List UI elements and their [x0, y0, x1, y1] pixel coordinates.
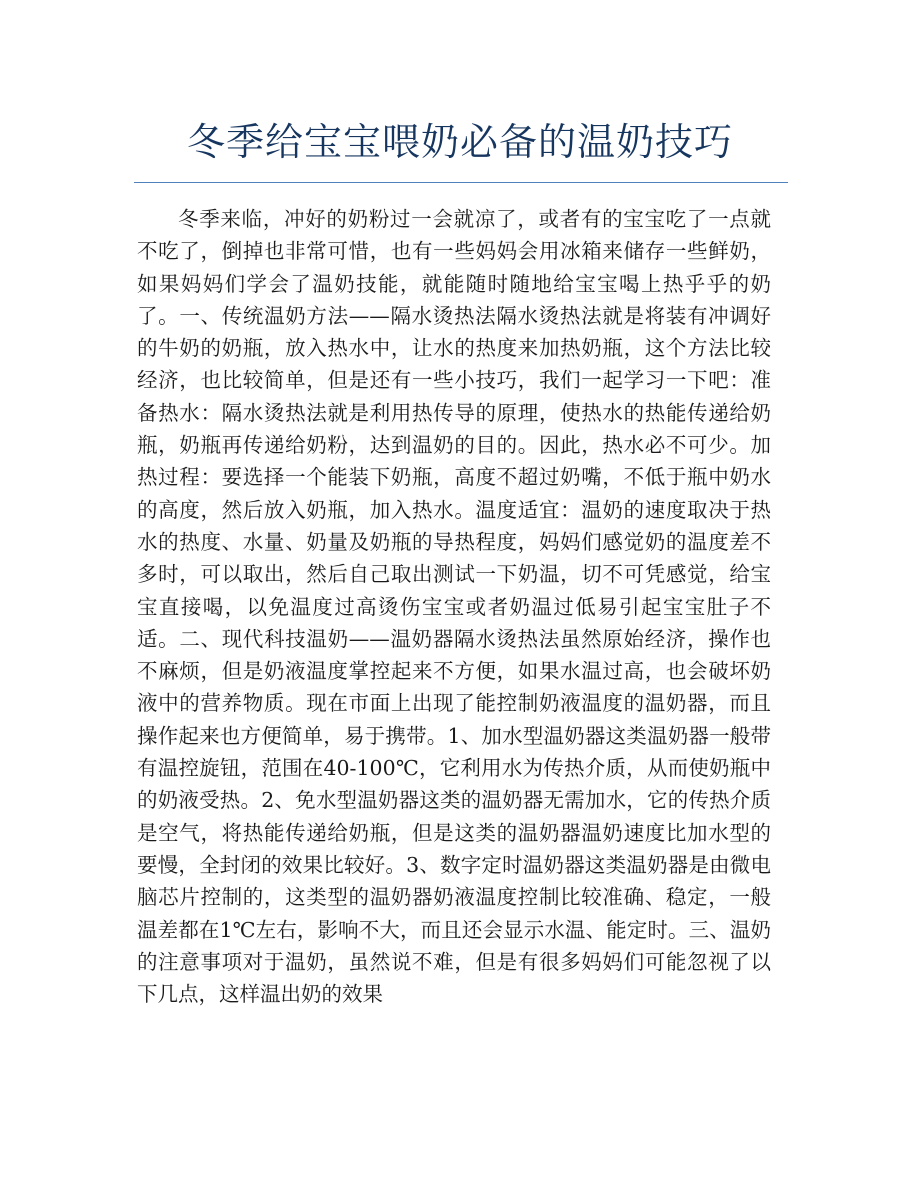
- body-paragraph: 冬季来临，冲好的奶粉过一会就凉了，或者有的宝宝吃了一点就不吃了，倒掉也非常可惜，也有一些妈妈会用冰箱来储存一些鲜奶，如果妈妈们学会了温奶技能，就能随时随地给宝宝喝上热乎乎的奶了。一、传统温奶方法——隔水烫热法隔水烫热法就是将装有冲调好的牛奶的奶瓶，放入热水中，让水的热度来加热奶瓶，这个方法比较经济，也比较简单，但是还有一些小技巧，我们一起学习一下吧：准备热水：隔水烫热法就是利用热传导的原理，使热水的热能传递给奶瓶，奶瓶再传递给奶粉，达到温奶的目的。因此，热水必不可少。加热过程：要选择一个能装下奶瓶，高度不超过奶嘴，不低于瓶中奶水的高度，然后放入奶瓶，加入热水。温度适宜：温奶的速度取决于热水的热度、水量、奶量及奶瓶的导热程度，妈妈们感觉奶的温度差不多时，可以取出，然后自己取出测试一下奶温，切不可凭感觉，给宝宝直接喝，以免温度过高烫伤宝宝或者奶温过低易引起宝宝肚子不适。二、现代科技温奶——温奶器隔水烫热法虽然原始经济，操作也不麻烦，但是奶液温度掌控起来不方便，如果水温过高，也会破坏奶液中的营养物质。现在市面上出现了能控制奶液温度的温奶器，而且操作起来也方便简单，易于携带。1、加水型温奶器这类温奶器一般带有温控旋钮，范围在40-100℃，它利用水为传热介质，从而使奶瓶中的奶液受热。2、免水型温奶器这类的温奶器无需加水，它的传热介质是空气，将热能传递给奶瓶，但是这类的温奶器温奶速度比加水型的要慢，全封闭的效果比较好。3、数字定时温奶器这类温奶器是由微电脑芯片控制的，这类型的温奶器奶液温度控制比较准确、稳定，一般温差都在1℃左右，影响不大，而且还会显示水温、能定时。三、温奶的注意事项对于温奶，虽然说不难，但是有很多妈妈们可能忽视了以下几点，这样温出奶的效果: [137, 207, 771, 1007]
- title-divider: [134, 182, 788, 183]
- document-title: 冬季给宝宝喂奶必备的温奶技巧: [186, 120, 733, 164]
